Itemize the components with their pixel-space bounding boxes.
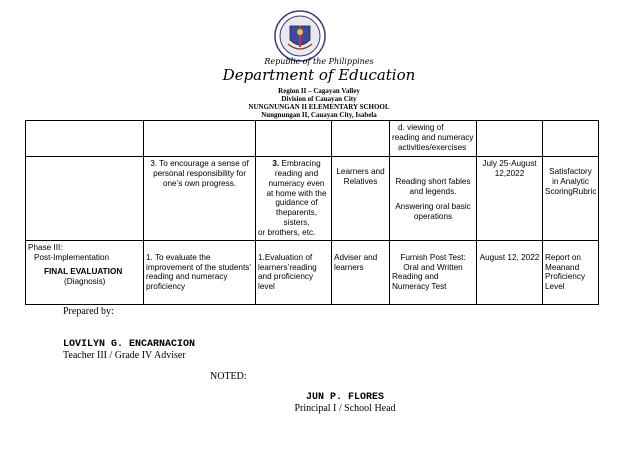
school-address: Nungnungan II, Cauayan City, Isabela xyxy=(261,111,377,119)
phase-cell: Phase III: Post-Implementation FINAL EVALUATION (Diagnosis) xyxy=(26,240,144,304)
activity-line: d. viewing of xyxy=(398,123,444,132)
persons-cell: Learners and Relatives xyxy=(332,157,390,241)
resources-cell: Furnish Post Test: Oral and Written Reading and Numeracy Test xyxy=(390,240,477,304)
activity-cell: 1.Evaluation of learners’reading and proficiency level xyxy=(256,240,332,304)
division-line: Division of Cauayan City xyxy=(281,95,357,103)
time-frame-cell: August 12, 2022 xyxy=(477,240,543,304)
activities-cell xyxy=(390,121,477,157)
activity-cell: 3. Embracing reading and numeracy even at home with the guidance of theparents, sisters, or brothers, etc. xyxy=(256,157,332,241)
school-head-name: JUN P. FLORES xyxy=(305,392,384,403)
table-row xyxy=(26,157,599,241)
noted-label: NOTED: xyxy=(210,371,247,382)
activity-line: reading and numeracy xyxy=(392,132,474,142)
indicator-cell: Report on Meanand Proficiency Level xyxy=(543,240,599,304)
persons-cell: Adviser and learners xyxy=(332,240,390,304)
table-row xyxy=(26,240,599,304)
school-head-title: Principal I / School Head xyxy=(294,403,396,414)
preparer-name: LOVILYN G. ENCARNACION xyxy=(63,339,196,350)
indicator-cell: Satisfactory in Analytic ScoringRubric xyxy=(543,157,599,241)
resources-cell: Reading short fables and legends. Answering oral basic operations xyxy=(390,157,477,241)
time-frame-cell: July 25-August 12,2022 xyxy=(477,157,543,241)
activity-line: activities/exercises xyxy=(398,142,467,152)
department-title: Department of Education xyxy=(222,66,416,84)
objective-cell: 1. To evaluate the improvement of the students’ reading and numeracy proficiency xyxy=(144,240,256,304)
table-row xyxy=(26,121,599,157)
prepared-by-label: Prepared by: xyxy=(63,306,114,317)
preparer-title: Teacher III / Grade IV Adviser xyxy=(63,350,186,361)
deped-seal-logo xyxy=(274,10,326,62)
action-plan-table xyxy=(25,120,599,305)
objective-cell: 3. To encourage a sense of personal responsibility for one’s own progress. xyxy=(144,157,256,241)
school-name: NUNGNUNGAN II ELEMENTARY SCHOOL xyxy=(248,103,390,111)
region-line: Region II – Cagayan Valley xyxy=(278,87,360,95)
republic-line: Republic of the Philippines xyxy=(264,57,374,66)
